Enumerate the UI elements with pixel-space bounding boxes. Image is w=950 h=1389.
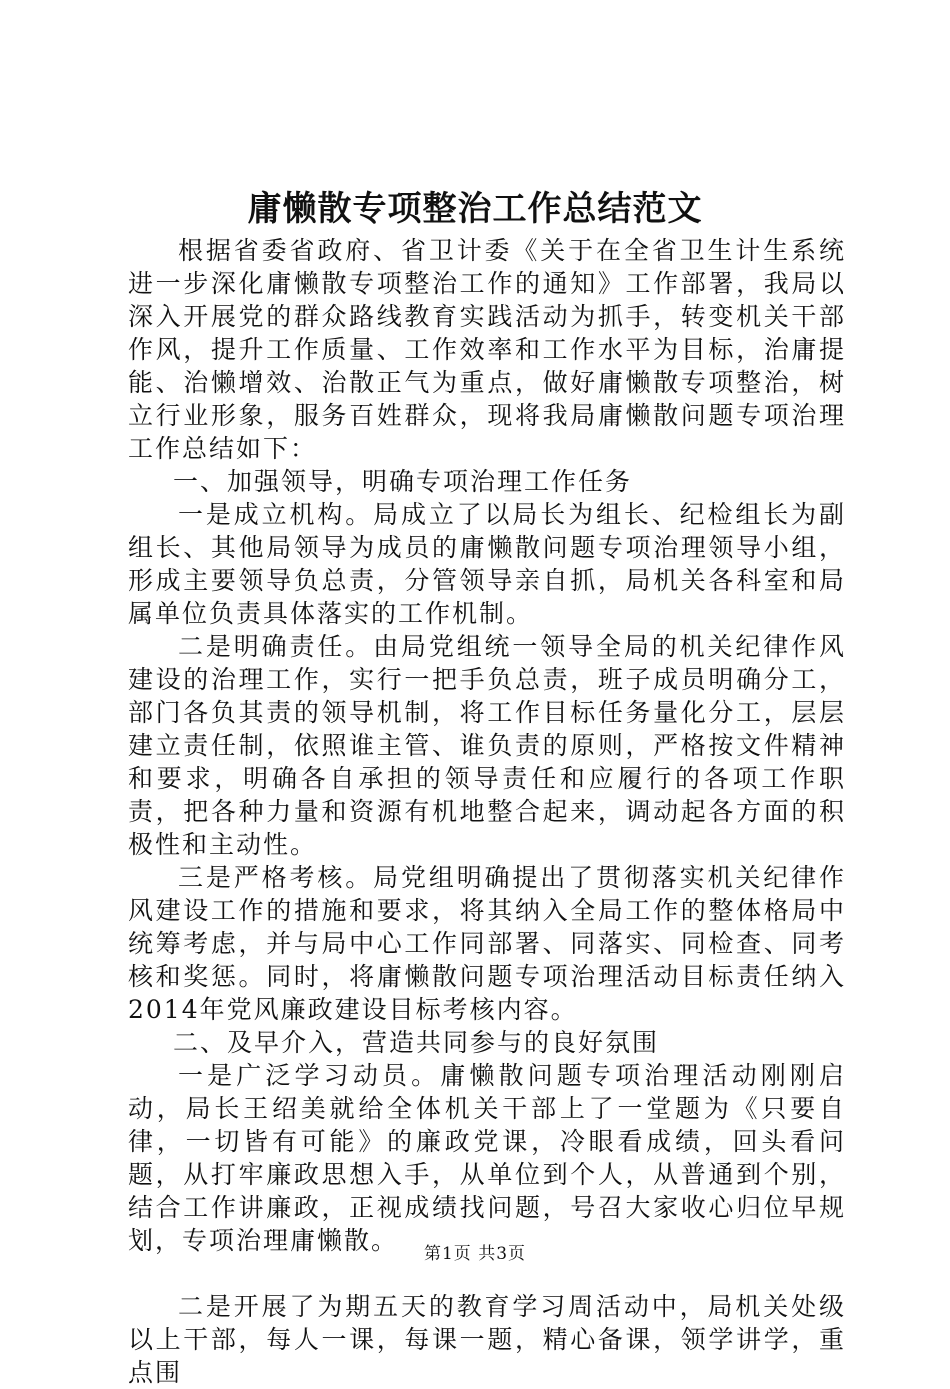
- paragraph-clarify-responsibility: 二是明确责任。由局党组统一领导全局的机关纪律作风建设的治理工作，实行一把手负总责，班子成员明确分工，部门各负其责的领导机制，将工作目标任务量化分工，层层建立责任制，依照谁主管、谁负责的原则，严格按文件精神和要求，明确各自承担的领导责任和应履行的各项工作职责，把各种力量和资源有机地整合起来，调动起各方面的积极性和主动性。: [128, 632, 846, 859]
- document-body: [128, 234, 846, 1389]
- paragraph-study-week: 二是开展了为期五天的教育学习周活动中，局机关处级以上干部，每人一课，每课一题，精心备课，领学讲学，重点围: [128, 1292, 846, 1387]
- paragraph-study-mobilization: 一是广泛学习动员。庸懒散问题专项治理活动刚刚启动，局长王绍美就给全体机关干部上了一堂题为《只要自律，一切皆有可能》的廉政党课，冷眼看成绩，回头看问题，从打牢廉政思想入手，从单位到个人，从普通到个别，结合工作讲廉政，正视成绩找问题，号召大家收心归位早规划，专项治理庸懒散。: [128, 1061, 846, 1255]
- paragraph-strict-assessment: 三是严格考核。局党组明确提出了贯彻落实机关纪律作风建设工作的措施和要求，将其纳入全局工作的整体格局中统筹考虑，并与局中心工作同部署、同落实、同检查、同考核和奖惩。同时，将庸懒散问题专项治理活动目标责任纳入2014年党风廉政建设目标考核内容。: [128, 863, 846, 1024]
- paragraph-intro: 根据省委省政府、省卫计委《关于在全省卫生计生系统进一步深化庸懒散专项整治工作的通知》工作部署，我局以深入开展党的群众路线教育实践活动为抓手，转变机关干部作风，提升工作质量、工作效率和工作水平为目标，治庸提能、治懒增效、治散正气为重点，做好庸懒散专项整治，树立行业形象，服务百姓群众，现将我局庸懒散问题专项治理工作总结如下：: [128, 236, 846, 463]
- page-number-footer: 第1页 共3页: [423, 1244, 527, 1264]
- document-title: 庸懒散专项整治工作总结范文: [247, 189, 703, 229]
- section-heading-2: 二、及早介入，营造共同参与的良好氛围: [173, 1028, 660, 1057]
- section-heading-1: 一、加强领导，明确专项治理工作任务: [173, 467, 633, 496]
- paragraph-establish-organization: 一是成立机构。局成立了以局长为组长、纪检组长为副组长、其他局领导为成员的庸懒散问题专项治理领导小组，形成主要领导负总责，分管领导亲自抓，局机关各科室和局属单位负责具体落实的工作机制。: [128, 500, 846, 628]
